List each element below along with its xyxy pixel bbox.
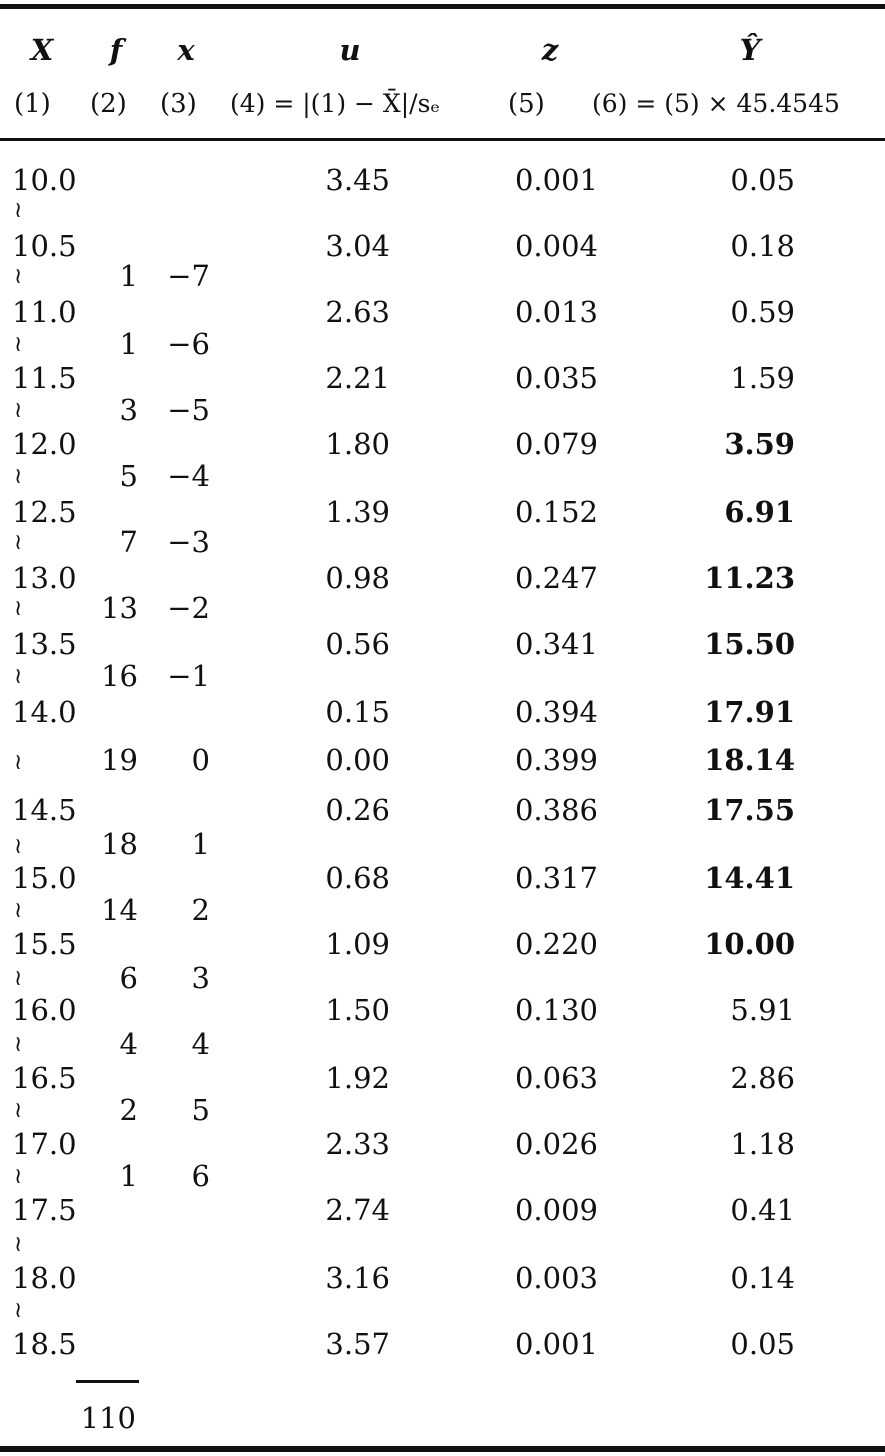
cell-u: 2.33 [325, 1127, 390, 1161]
cell-u: 0.26 [325, 793, 390, 827]
range-symbol: ≀ [14, 966, 23, 991]
cell-X: 16.0 [12, 993, 77, 1027]
cell-u: 1.92 [325, 1061, 390, 1095]
cell-X: 18.5 [12, 1327, 77, 1361]
header-x: x [177, 33, 195, 67]
cell-Y-hat: 18.14 [704, 743, 795, 777]
sum-rule [76, 1380, 139, 1383]
cell-z: 0.004 [514, 229, 598, 263]
cell-X: 17.5 [12, 1193, 77, 1227]
cell-z: 0.026 [514, 1127, 598, 1161]
cell-f: 1 [119, 1159, 138, 1193]
cell-z: 0.341 [514, 627, 598, 661]
cell-X: 12.5 [12, 495, 77, 529]
range-symbol: ≀ [14, 332, 23, 357]
cell-u: 3.04 [325, 229, 390, 263]
cell-X: 15.0 [12, 861, 77, 895]
cell-z: 0.003 [514, 1261, 598, 1295]
cell-f: 3 [119, 393, 138, 427]
cell-X: 10.0 [12, 163, 77, 197]
cell-z: 0.394 [514, 695, 598, 729]
cell-X: 13.5 [12, 627, 77, 661]
cell-Y-hat: 0.05 [730, 1327, 795, 1361]
cell-z: 0.220 [514, 927, 598, 961]
cell-x: −6 [167, 327, 210, 361]
header-col3: (3) [160, 89, 197, 119]
cell-u: 1.39 [325, 495, 390, 529]
cell-x: −7 [167, 259, 210, 293]
cell-f: 13 [101, 591, 138, 625]
cell-x: −1 [167, 659, 210, 693]
cell-f: 2 [119, 1093, 138, 1127]
total-frequency: 110 [80, 1401, 136, 1435]
bottom-rule [0, 1446, 885, 1452]
range-symbol: ≀ [14, 464, 23, 489]
cell-f: 4 [119, 1027, 138, 1061]
header-z: z [541, 33, 559, 67]
cell-z: 0.386 [514, 793, 598, 827]
cell-f: 1 [119, 259, 138, 293]
cell-Y-hat: 0.18 [730, 229, 795, 263]
cell-u: 3.57 [325, 1327, 390, 1361]
cell-f: 7 [119, 525, 138, 559]
cell-x: 2 [191, 893, 210, 927]
cell-f: 14 [101, 893, 138, 927]
cell-z: 0.130 [514, 993, 598, 1027]
header-f: f [109, 33, 123, 67]
cell-z: 0.001 [514, 163, 598, 197]
cell-X: 10.5 [12, 229, 77, 263]
header-col2: (2) [90, 89, 127, 119]
range-symbol: ≀ [14, 1098, 23, 1123]
cell-z: 0.152 [514, 495, 598, 529]
range-symbol: ≀ [14, 198, 23, 223]
cell-z: 0.013 [514, 295, 598, 329]
range-symbol: ≀ [14, 398, 23, 423]
range-symbol: ≀ [14, 1298, 23, 1323]
cell-Y-hat: 10.00 [704, 927, 795, 961]
cell-u: 0.00 [325, 743, 390, 777]
cell-x: −4 [167, 459, 210, 493]
cell-X: 18.0 [12, 1261, 77, 1295]
cell-Y-hat: 17.55 [704, 793, 795, 827]
cell-Y-hat: 11.23 [704, 561, 795, 595]
range-symbol: ≀ [14, 750, 23, 775]
cell-f: 16 [101, 659, 138, 693]
cell-Y-hat: 1.59 [730, 361, 795, 395]
header-col6: (6) = (5) × 45.4545 [592, 89, 840, 118]
cell-X: 12.0 [12, 427, 77, 461]
cell-x: 1 [191, 827, 210, 861]
cell-f: 1 [119, 327, 138, 361]
cell-u: 0.98 [325, 561, 390, 595]
range-symbol: ≀ [14, 1232, 23, 1257]
cell-X: 16.5 [12, 1061, 77, 1095]
cell-z: 0.247 [514, 561, 598, 595]
cell-Y-hat: 0.14 [730, 1261, 795, 1295]
cell-x: 3 [191, 961, 210, 995]
range-symbol: ≀ [14, 596, 23, 621]
cell-X: 14.0 [12, 695, 77, 729]
cell-f: 19 [101, 743, 138, 777]
header-u: u [339, 33, 361, 67]
cell-x: 6 [191, 1159, 210, 1193]
header-rule [0, 138, 885, 141]
range-symbol: ≀ [14, 530, 23, 555]
range-symbol: ≀ [14, 264, 23, 289]
cell-u: 0.56 [325, 627, 390, 661]
cell-x: 5 [191, 1093, 210, 1127]
header-Y-hat: Ŷ [739, 33, 761, 67]
header-col1: (1) [14, 89, 51, 119]
cell-f: 5 [119, 459, 138, 493]
cell-u: 0.68 [325, 861, 390, 895]
cell-x: 0 [191, 743, 210, 777]
cell-X: 15.5 [12, 927, 77, 961]
cell-x: −2 [167, 591, 210, 625]
cell-Y-hat: 0.59 [730, 295, 795, 329]
cell-Y-hat: 17.91 [704, 695, 795, 729]
cell-z: 0.317 [514, 861, 598, 895]
range-symbol: ≀ [14, 664, 23, 689]
cell-X: 17.0 [12, 1127, 77, 1161]
cell-u: 0.15 [325, 695, 390, 729]
cell-u: 2.74 [325, 1193, 390, 1227]
cell-Y-hat: 2.86 [730, 1061, 795, 1095]
cell-Y-hat: 1.18 [730, 1127, 795, 1161]
cell-X: 14.5 [12, 793, 77, 827]
cell-z: 0.035 [514, 361, 598, 395]
cell-u: 3.16 [325, 1261, 390, 1295]
cell-X: 13.0 [12, 561, 77, 595]
cell-f: 6 [119, 961, 138, 995]
cell-z: 0.079 [514, 427, 598, 461]
header-col5: (5) [508, 89, 545, 119]
cell-f: 18 [101, 827, 138, 861]
cell-Y-hat: 6.91 [724, 495, 795, 529]
cell-Y-hat: 14.41 [704, 861, 795, 895]
cell-Y-hat: 5.91 [730, 993, 795, 1027]
header-col4: (4) = |(1) − X̄|/sₑ [230, 89, 441, 118]
cell-z: 0.009 [514, 1193, 598, 1227]
cell-Y-hat: 0.05 [730, 163, 795, 197]
cell-x: −3 [167, 525, 210, 559]
cell-u: 1.80 [325, 427, 390, 461]
range-symbol: ≀ [14, 1164, 23, 1189]
cell-X: 11.0 [12, 295, 77, 329]
cell-u: 3.45 [325, 163, 390, 197]
cell-u: 1.09 [325, 927, 390, 961]
header-X: X [30, 33, 54, 67]
cell-u: 2.21 [325, 361, 390, 395]
range-symbol: ≀ [14, 898, 23, 923]
cell-z: 0.001 [514, 1327, 598, 1361]
range-symbol: ≀ [14, 1032, 23, 1057]
cell-Y-hat: 0.41 [730, 1193, 795, 1227]
top-rule [0, 4, 885, 9]
range-symbol: ≀ [14, 834, 23, 859]
cell-x: −5 [167, 393, 210, 427]
cell-Y-hat: 3.59 [724, 427, 795, 461]
cell-u: 1.50 [325, 993, 390, 1027]
cell-x: 4 [191, 1027, 210, 1061]
cell-u: 2.63 [325, 295, 390, 329]
cell-X: 11.5 [12, 361, 77, 395]
cell-Y-hat: 15.50 [704, 627, 795, 661]
cell-z: 0.063 [514, 1061, 598, 1095]
cell-z: 0.399 [514, 743, 598, 777]
